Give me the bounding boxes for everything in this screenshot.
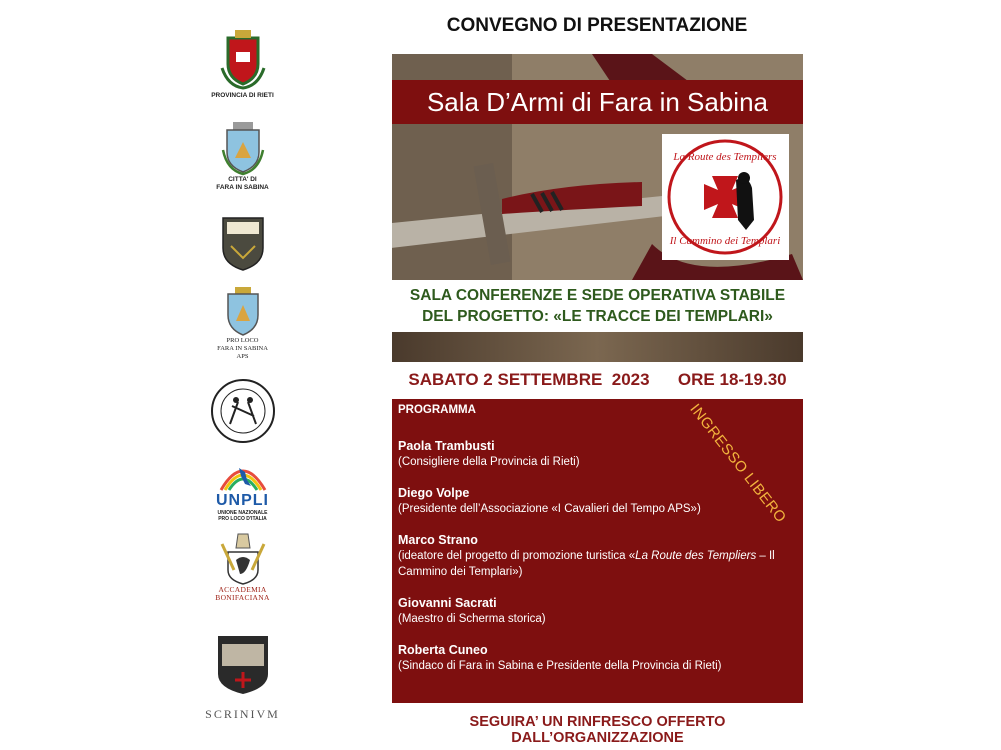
- unpli-sub2: PRO LOCO D'ITALIA: [218, 516, 267, 522]
- tracce-templari-logo: [195, 634, 290, 696]
- citta-caption-line1: CITTA' DI: [228, 176, 257, 183]
- cavalieri-shield-icon: [221, 216, 265, 272]
- event-date-time: SABATO 2 SETTEMBRE 2023 ORE 18-19.30: [408, 370, 787, 389]
- italy-rainbow-icon: [215, 458, 271, 492]
- hero-subtitle-line1: SALA CONFERENZE E SEDE OPERATIVA STABILE: [409, 287, 786, 304]
- provincia-caption: PROVINCIA DI RIETI: [211, 92, 274, 99]
- fencing-seal-icon: [208, 376, 278, 446]
- hero-subtitle: [392, 280, 803, 332]
- provincia-crest-icon: [218, 28, 268, 92]
- page-title: CONVEGNO DI PRESENTAZIONE: [446, 15, 748, 36]
- unpli-logo: [195, 458, 290, 522]
- hero-subtitle-line2: DEL PROGETTO: «LE TRACCE DEI TEMPLARI»: [422, 308, 773, 325]
- footer-note: SEGUIRA’ UN RINFRESCO OFFERTO DALL’ORGANIZZAZIONE: [469, 714, 726, 746]
- templar-cross-seal-icon: [662, 134, 789, 260]
- provincia-rieti-logo: [195, 28, 290, 100]
- route-templiers-badge: [662, 134, 789, 260]
- unpli-sub1: UNIONE NAZIONALE: [217, 510, 268, 516]
- speaker-role: (Consigliere della Provincia di Rieti): [398, 456, 580, 468]
- papal-crest-icon: [220, 530, 266, 586]
- free-entrance-label: INGRESSO LIBERO: [686, 400, 790, 527]
- speaker-name: Paola Trambusti: [398, 439, 495, 453]
- citta-caption-line2: FARA IN SABINA: [216, 184, 269, 191]
- proloco-fara-logo: [195, 285, 290, 361]
- speaker-item: [398, 642, 803, 674]
- citta-crest-icon: [221, 120, 265, 176]
- speaker-role: (Presidente dell’Associazione «I Cavalieri del Tempo APS»): [398, 503, 701, 515]
- hero-bottom-strip: [392, 332, 803, 362]
- proloco-caption-line2: FARA IN SABINA: [217, 345, 268, 352]
- program-box: [392, 399, 803, 703]
- speaker-role: [398, 548, 798, 580]
- accademia-bonifaciana-logo: [195, 530, 290, 602]
- accademia-caption-line2: BONIFACIANA: [215, 593, 270, 602]
- proloco-caption-line3: APS: [236, 353, 249, 360]
- citta-fara-logo: [195, 120, 290, 192]
- hero-banner-title: Sala D’Armi di Fara in Sabina: [392, 80, 803, 124]
- speaker-role: (Maestro di Scherma storica): [398, 613, 546, 625]
- unpli-caption: UNPLI: [216, 492, 269, 509]
- speaker-name: Diego Volpe: [398, 486, 470, 500]
- di-santi-e-fanti-logo: [195, 376, 290, 446]
- speaker-name: Roberta Cuneo: [398, 643, 488, 657]
- accademia-caption-line1: ACCADEMIA: [218, 585, 267, 594]
- speaker-item: [398, 595, 803, 627]
- proloco-crest-icon: [223, 285, 263, 337]
- speaker-item: [398, 485, 803, 517]
- badge-top-text: La Route des Templiers: [673, 151, 777, 163]
- cavalieri-del-tempo-logo: [195, 216, 290, 272]
- speaker-role-pre: (ideatore del progetto di promozione turistica «: [398, 550, 636, 562]
- templar-shield-icon: [216, 634, 270, 696]
- scrinium-caption: SCRINIVM: [205, 707, 280, 721]
- proloco-caption-line1: PRO LOCO: [226, 337, 259, 344]
- speaker-item: [398, 532, 803, 580]
- scrinium-logo: [195, 707, 290, 721]
- speaker-role: (Sindaco di Fara in Sabina e Presidente della Provincia di Rieti): [398, 660, 722, 672]
- speaker-role-italic: La Route des Templiers: [635, 550, 757, 562]
- hero-image: [392, 54, 803, 362]
- program-title: PROGRAMMA: [398, 404, 476, 416]
- speaker-name: Giovanni Sacrati: [398, 596, 497, 610]
- speaker-role-post: – Il Cammino dei Templari»): [398, 550, 775, 578]
- speaker-name: Marco Strano: [398, 533, 478, 547]
- badge-bottom-text: Il Cammino dei Templari: [669, 235, 781, 247]
